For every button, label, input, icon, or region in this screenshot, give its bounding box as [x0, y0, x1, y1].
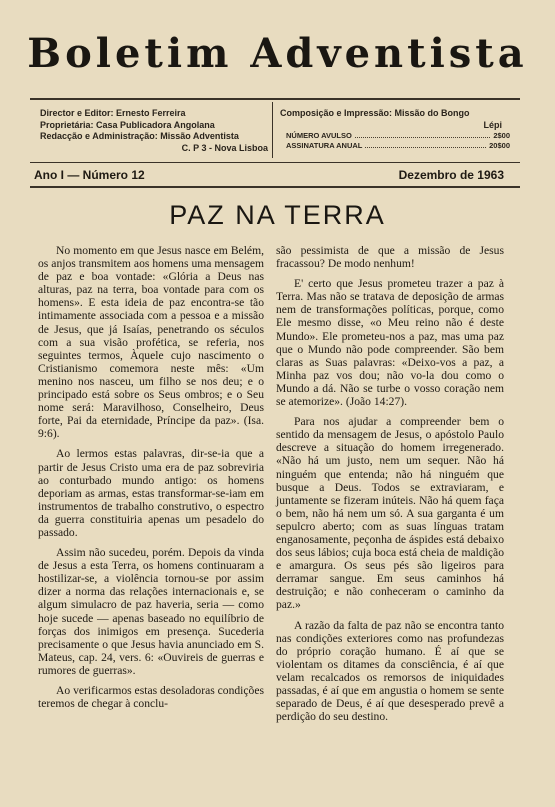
- printing-info: [280, 108, 510, 151]
- price-label: ASSINATURA ANUAL: [286, 141, 363, 150]
- admin-line: Redacção e Administração: Missão Adventista: [40, 131, 239, 141]
- article-paragraph: Ao lermos estas palavras, dir-se-ia que a partir de Jesus Cristo uma era de paz sobreviria ao conturbado mundo antigo: os homens deporiam as armas, estas transformar-se-iam em instrumentos de trabalho construtivo, o espectro da guerra constituiria apenas um pesadelo do passado.: [38, 447, 264, 539]
- article-paragraph: são pessimista de que a missão de Jesus fracassou? De modo nenhum!: [276, 244, 504, 271]
- article-paragraph: E' certo que Jesus prometeu trazer a paz à Terra. Mas não se tratava de deposição de armas nem de transformações políticas, porque, como Ele mesmo disse, «o Meu reino não é deste Mundo». Ele prometeu-nos a paz, mas uma paz que o Mundo não pode compreender. São bem claras as Suas palavras: «Deixo-vos a paz, a Minha paz vos dou; não vo-la dou como o Mundo a dá. Não se turbe o vosso coração nem se atemorize». (João 14:27).: [276, 277, 504, 409]
- owner-line: Proprietária: Casa Publicadora Angolana: [40, 119, 215, 130]
- composition-line: Composição e Impressão: Missão do Bongo: [280, 108, 470, 118]
- composition-place: Lépi: [483, 119, 502, 130]
- price-value: 20$00: [489, 141, 510, 150]
- article-paragraph: Para nos ajudar a compreender bem o sentido da mensagem de Jesus, o apóstolo Paulo descreve a situação do homem irregenerado. «Não há um justo, nem um sequer. Não há ninguém que entenda; não há ninguém que busque a Deus. Todos se extraviaram, e juntamente se fizeram inúteis. Não há quem faça o bem, não há nem um só. A sua garganta é um sepulcro aberto; com as suas línguas tratam enganosamente, peçonha de áspides está debaixo dos seus lábios; cuja boca está cheia de maldição e amargura. Os seus pés são ligeiros para derramar sangue. Em seus caminhos há destruição; e não conheceram o caminho da paz.»: [276, 415, 504, 612]
- issue-date: Dezembro de 1963: [398, 168, 504, 182]
- top-rule: [30, 98, 520, 100]
- issue-bar: [34, 168, 504, 182]
- masthead-title: Boletim Adventista: [27, 30, 528, 77]
- article-paragraph: Assim não sucedeu, porém. Depois da vinda de Jesus a esta Terra, os homens continuaram a hostilizar-se, a violência tornou-se por assim dizer a norma das relações internacionais e, se algum simulacro de paz haveria, seria — como hoje sucede — apenas baseado no equilíbrio de forças dos inimigos em presença. Sucederia precisamente o que Jesus havia anunciado em S. Mateus, cap. 24, vers. 6: «Ouvireis de guerras e rumores de guerras».: [38, 546, 264, 677]
- director-line: Director e Editor: Ernesto Ferreira: [40, 108, 186, 118]
- article-column-left: [38, 244, 264, 717]
- header-divider: [272, 102, 273, 158]
- address-line: C. P 3 - Nova Lisboa: [181, 142, 268, 153]
- price-row: [286, 141, 510, 151]
- publisher-info: [40, 108, 268, 154]
- article-column-right: [276, 244, 504, 730]
- article-paragraph: A razão da falta de paz não se encontra tanto nas condições exteriores como nas profundezas do próprio coração humano. É aí que se violentam os ditames da consciência, é aí que velam recalcados os remorsos de iniquidades passadas, é aí que em angustia o homem se sente separado de Deus, é aí que desesperado prevê a perdição do seu destino.: [276, 618, 504, 724]
- middle-rule: [30, 162, 520, 163]
- price-label: NÚMERO AVULSO: [286, 131, 352, 140]
- dot-leader: [355, 131, 490, 138]
- article-title: PAZ NA TERRA: [169, 200, 386, 230]
- article-paragraph: Ao verificarmos estas desoladoras condições teremos de chegar à conclu-: [38, 684, 264, 711]
- issue-number: Ano I — Número 12: [34, 168, 145, 182]
- price-row: [286, 131, 510, 141]
- price-value: 2$00: [493, 131, 510, 140]
- article-paragraph: No momento em que Jesus nasce em Belém, os anjos transmitem aos homens uma mensagem de paz e boa vontade: «Glória a Deus nas alturas, paz na terra, boa vontade para com os homens». E esta ideia de paz encontra-se tão intimamente associada com a pessoa e a missão de Jesus, que já Isaías, penetrando os séculos com a sua visão profética, se referia, nos seguintes termos, Àquele cujo nascimento o Cristianismo comemora neste mês: «Um menino nos nasceu, um filho se nos deu; e o principado está sobre os Seus ombros; e o Seu nome será: Maravilhoso, Conselheiro, Deus forte, Pai da eternidade, Príncipe da paz». (Isa. 9:6).: [38, 244, 264, 441]
- issue-rule: [30, 186, 520, 188]
- dot-leader: [365, 141, 486, 148]
